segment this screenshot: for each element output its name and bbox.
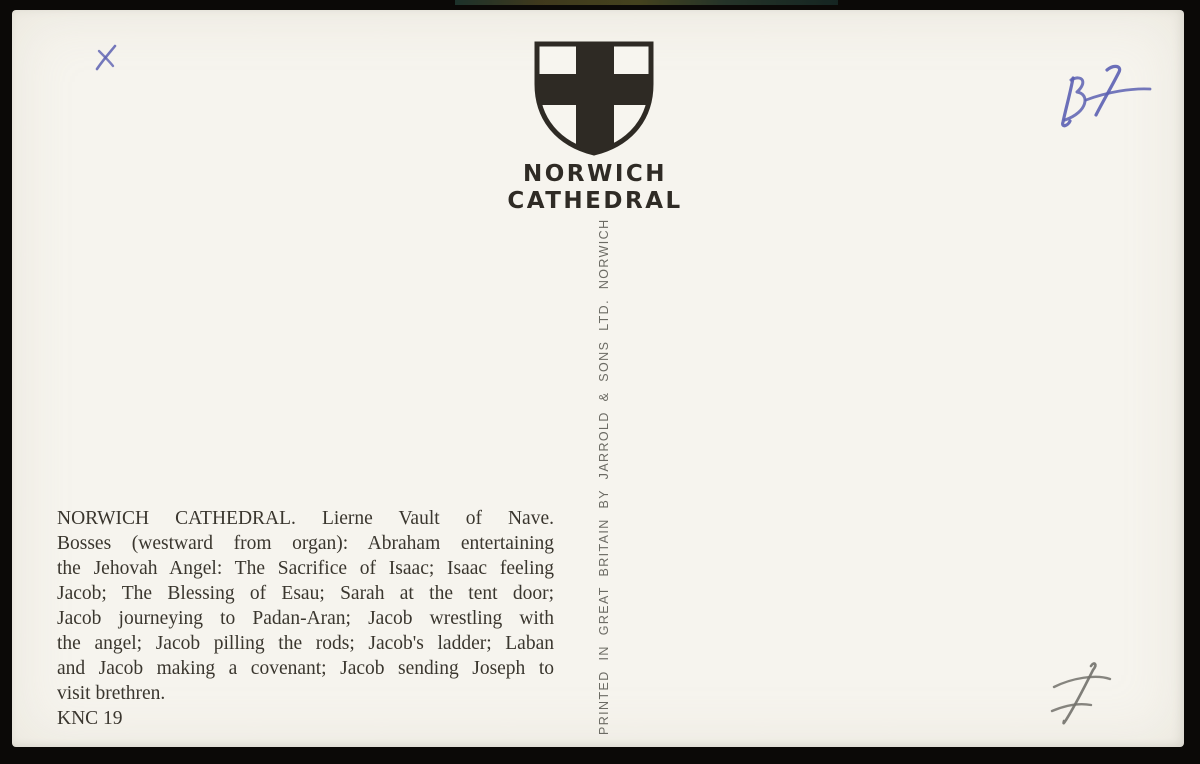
norwich-shield-icon — [533, 40, 655, 158]
caption-line: and Jacob making a covenant; Jacob sending Joseph to — [57, 658, 554, 679]
adjacent-scan-edge — [455, 0, 838, 5]
printer-imprint: PRINTED IN GREAT BRITAIN BY JARROLD & SONS LTD. NORWICH — [597, 218, 611, 735]
handwritten-grade-mark — [1052, 60, 1157, 135]
caption-line: Jacob journeying to Padan-Aran; Jacob wrestling with — [57, 608, 554, 629]
caption-line: the angel; Jacob pilling the rods; Jacob's ladder; Laban — [57, 633, 554, 654]
crest-title-line1: NORWICH — [522, 161, 668, 187]
postcard-back — [12, 10, 1184, 747]
caption-line: the Jehovah Angel: The Sacrifice of Isaac; Isaac feeling — [57, 558, 554, 579]
caption-text — [57, 506, 554, 731]
catalog-code: KNC 19 — [57, 708, 123, 729]
caption-line: Jacob; The Blessing of Esau; Sarah at the tent door; — [57, 583, 554, 604]
caption-line: NORWICH CATHEDRAL. Lierne Vault of Nave. — [57, 508, 554, 529]
crest-title — [475, 161, 715, 215]
caption-line: visit brethren. — [57, 683, 166, 704]
pencil-mark — [1046, 656, 1118, 728]
handwritten-x-mark — [93, 42, 121, 72]
crest-title-line2: CATHEDRAL — [507, 188, 683, 214]
caption-line: Bosses (westward from organ): Abraham entertaining — [57, 533, 554, 554]
